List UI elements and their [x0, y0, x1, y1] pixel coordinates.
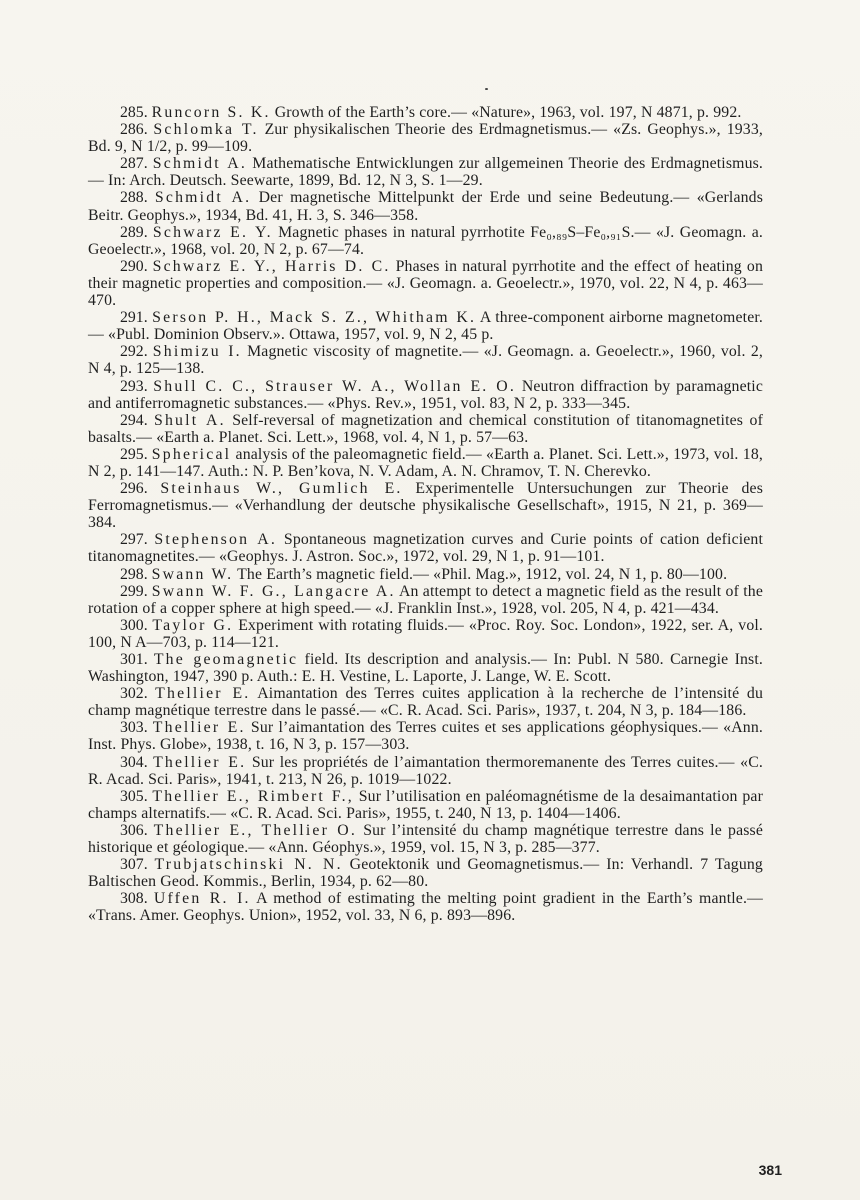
reference-number: 286.: [120, 121, 148, 139]
reference-author: Stephenson A.: [154, 531, 278, 549]
reference-author: Trubjatschinski N. N.: [154, 856, 343, 874]
reference-author: Schwarz E. Y., Harris D. C.: [152, 257, 391, 275]
reference-body: Sur l’utilisation en paléomagnétisme de la desaimantation par champs alternatifs.— «C. R. Acad. Sci. Paris», 1955, t. 240, N 13, p. 1404—1406.: [88, 787, 763, 822]
reference-number: 294.: [120, 411, 148, 429]
reference-body: Self-reversal of magnetization and chemical constitution of titanomagnetites of basalts.— «Earth a. Planet. Sci. Lett.», 1968, vol. 4, N 1, p. 57—63.: [88, 411, 763, 446]
reference-author: Thellier E.: [152, 719, 246, 737]
reference-number: 289.: [120, 223, 148, 241]
reference-number: 305.: [120, 787, 148, 805]
reference-body: Aimantation des Terres cuites application à la recherche de l’intensité du champ magnétique terrestre dans le passé.— «C. R. Acad. Sci. Paris», 1937, t. 204, N 3, p. 184—186.: [88, 685, 763, 720]
reference-author: Shull C. C., Strauser W. A., Wollan E. O.: [153, 377, 517, 395]
reference-body: Neutron diffraction by paramagnetic and antiferromagnetic substances.— «Phys. Rev.», 1951, vol. 83, N 2, p. 333—345.: [88, 377, 763, 412]
reference-number: 301.: [120, 651, 148, 668]
reference-author: Shimizu I.: [152, 343, 242, 361]
reference-number: 287.: [120, 155, 148, 173]
reference-body: Magnetic viscosity of magnetite.— «J. Geomagn. a. Geoelectr.», 1960, vol. 2, N 4, p. 125—138.: [88, 343, 763, 378]
reference-body: Der magnetische Mittelpunkt der Erde und seine Bedeutung.— «Gerlands Beitr. Geophys.», 1934, Bd. 41, H. 3, S. 346—358.: [88, 189, 763, 224]
print-speck: [485, 88, 488, 90]
reference-body: Zur physikalischen Theorie des Erdmagnetismus.— «Zs. Geophys.», 1933, Bd. 9, N 1/2, p. 99—109.: [88, 121, 763, 156]
reference-author: Schmidt A.: [154, 189, 252, 207]
reference-body: analysis of the paleomagnetic field.— «Earth a. Planet. Sci. Lett.», 1973, vol. 18, N 2, p. 141—147. Auth.: N. P. Ben’kova, N. V. Adam, A. N. Chramov, T. N. Cherevko.: [88, 445, 764, 480]
reference-author: Thellier E., Rimbert F.,: [152, 787, 354, 805]
reference-number: 304.: [120, 753, 148, 771]
reference-list: [88, 104, 763, 925]
reference-entry: [88, 651, 763, 685]
reference-body: A method of estimating the melting point gradient in the Earth’s mantle.— «Trans. Amer. Geophys. Union», 1952, vol. 33, N 6, p. 893—896.: [88, 890, 763, 925]
reference-entry: [88, 104, 763, 121]
reference-entry: [88, 446, 763, 480]
reference-entry: [88, 566, 763, 583]
reference-entry: [88, 480, 763, 531]
reference-number: 306.: [120, 821, 148, 839]
reference-number: 308.: [120, 890, 148, 908]
reference-entry: [88, 890, 763, 924]
reference-number: 288.: [120, 189, 148, 207]
reference-body: Spontaneous magnetization curves and Curie points of cation deficient titanomagnetites.— «Geophys. J. Astron. Soc.», 1972, vol. 29, N 1, p. 91—101.: [88, 531, 764, 566]
reference-body: Sur l’aimantation des Terres cuites et ses applications géophysiques.— «Ann. Inst. Phys. Globe», 1938, t. 16, N 3, p. 157—303.: [88, 719, 763, 754]
reference-author: The geomagnetic: [153, 651, 299, 668]
reference-body: Growth of the Earth’s core.— «Nature», 1963, vol. 197, N 4871, p. 992.: [270, 104, 742, 121]
reference-author: Spherical: [151, 445, 232, 463]
reference-entry: [88, 531, 763, 565]
reference-entry: [88, 583, 763, 617]
reference-author: Serson P. H., Mack S. Z., Whitham K.: [152, 309, 477, 327]
reference-body: Sur les propriétés de l’aimantation thermoremanente des Terres cuites.— «C. R. Acad. Sci. Paris», 1941, t. 213, N 26, p. 1019—1022.: [88, 753, 763, 788]
reference-number: 299.: [120, 582, 148, 600]
reference-author: Schwarz E. Y.: [152, 223, 273, 241]
reference-author: Swann W.: [151, 565, 234, 583]
reference-number: 302.: [120, 685, 148, 703]
reference-number: 295.: [120, 445, 148, 463]
reference-body: An attempt to detect a magnetic field as the result of the rotation of a copper sphere at high speed.— «J. Franklin Inst.», 1928, vol. 205, N 4, p. 421—434.: [88, 582, 763, 617]
reference-entry: [88, 822, 763, 856]
reference-author: Thellier E., Thellier O.: [153, 821, 358, 839]
reference-entry: [88, 412, 763, 446]
reference-number: 290.: [120, 257, 148, 275]
reference-author: Uffen R. I.: [153, 890, 251, 908]
reference-entry: [88, 754, 763, 788]
reference-author: Steinhaus W., Gumlich E.: [160, 480, 403, 498]
reference-body: Experiment with rotating fluids.— «Proc. Roy. Soc. London», 1922, ser. A, vol. 100, N A—703, p. 114—121.: [88, 616, 764, 651]
reference-body: Magnetic phases in natural pyrrhotite Fe₀,₈₉S–Fe₀,₉₁S.— «J. Geomagn. a. Geoelectr.», 1968, vol. 20, N 2, p. 67—74.: [88, 223, 763, 258]
reference-number: 297.: [120, 531, 148, 549]
reference-author: Schmidt A.: [152, 155, 248, 173]
reference-body: field. Its description and analysis.— In: Publ. N 580. Carnegie Inst. Washington, 1947, 390 p. Auth.: E. H. Vestine, L. Laporte, J. Lange, W. E. Scott.: [88, 651, 763, 686]
reference-number: 296.: [120, 480, 148, 498]
reference-entry: [88, 309, 763, 343]
reference-body: Mathematische Entwicklungen zur allgemeinen Theorie des Erdmagnetismus.— In: Arch. Deutsch. Seewarte, 1899, Bd. 12, N 3, S. 1—29.: [88, 155, 764, 190]
reference-entry: [88, 788, 763, 822]
reference-body: A three-component airborne magnetometer.— «Publ. Dominion Observ.». Ottawa, 1957, vol. 9, N 2, 45 p.: [88, 309, 763, 344]
reference-entry: [88, 121, 763, 155]
reference-number: 293.: [120, 377, 148, 395]
reference-author: Thellier E.: [153, 753, 247, 771]
reference-number: 307.: [120, 856, 148, 874]
reference-author: Shult A.: [153, 411, 226, 429]
reference-body: Sur l’intensité du champ magnétique terrestre dans le passé historique et géologique.— «Ann. Géophys.», 1959, vol. 15, N 3, p. 285—377.: [88, 821, 763, 857]
reference-number: 298.: [120, 565, 148, 583]
reference-number: 291.: [120, 309, 148, 327]
reference-entry: [88, 343, 763, 377]
reference-body: Experimentelle Untersuchungen zur Theorie des Ferromagnetismus.— «Verhandlung der deutsche physikalische Gesellschaft», 1915, N 21, p. 369—384.: [88, 480, 764, 532]
reference-entry: [88, 685, 763, 719]
reference-number: 285.: [120, 104, 148, 121]
reference-entry: [88, 617, 763, 651]
reference-entry: [88, 719, 763, 753]
reference-entry: [88, 189, 763, 223]
reference-body: Geotektonik und Geomagnetismus.— In: Verhandl. 7 Tagung Baltischen Geod. Kommis., Berlin, 1934, p. 62—80.: [88, 856, 763, 891]
reference-body: The Earth’s magnetic field.— «Phil. Mag.», 1912, vol. 24, N 1, p. 80—100.: [233, 565, 728, 583]
reference-entry: [88, 856, 763, 890]
reference-author: Swann W. F. G., Langacre A.: [151, 582, 396, 600]
reference-author: Runcorn S. K.: [151, 104, 271, 121]
reference-body: Phases in natural pyrrhotite and the effect of heating on their magnetic properties and composition.— «J. Geomagn. a. Geoelectr.», 1970, vol. 22, N 4, p. 463—470.: [88, 257, 763, 310]
reference-author: Schlomka T.: [153, 121, 259, 139]
reference-number: 300.: [120, 616, 148, 634]
reference-number: 303.: [120, 719, 148, 737]
reference-author: Thellier E.: [155, 685, 251, 703]
reference-number: 292.: [120, 343, 148, 361]
reference-entry: [88, 378, 763, 412]
reference-entry: [88, 258, 763, 309]
reference-author: Taylor G.: [152, 616, 234, 634]
page-number: 381: [758, 1162, 782, 1178]
reference-entry: [88, 155, 763, 189]
reference-entry: [88, 224, 763, 258]
